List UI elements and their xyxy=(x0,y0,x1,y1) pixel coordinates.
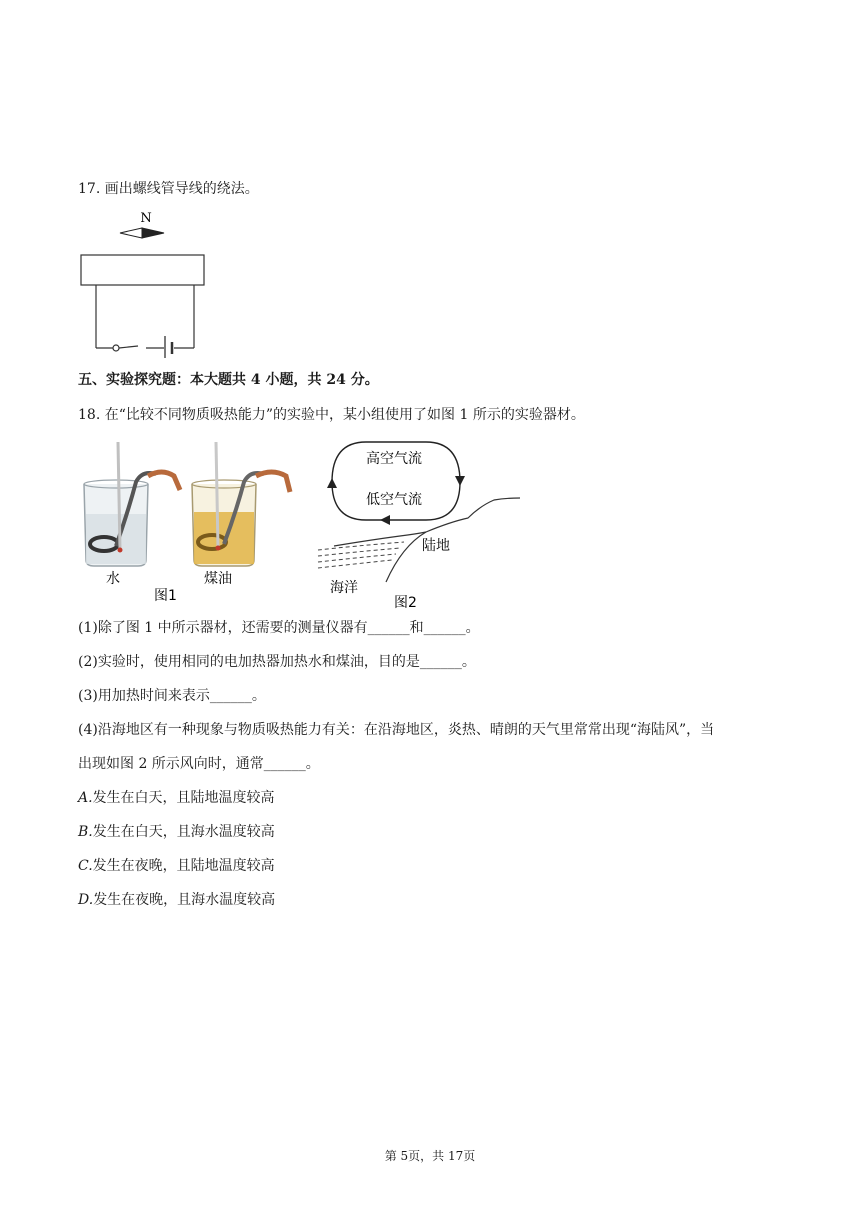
label-kerosene: 煤油 xyxy=(204,571,232,587)
option-text: 发生在夜晚，且陆地温度较高 xyxy=(92,858,275,874)
arrow-icon xyxy=(380,515,390,525)
fig2-caption: 图2 xyxy=(394,595,417,611)
option-text: 发生在夜晚，且海水温度较高 xyxy=(93,892,276,908)
coast-outline xyxy=(334,532,426,546)
option-letter: A. xyxy=(78,790,93,806)
figure-2-sea-breeze xyxy=(314,436,526,612)
option-a xyxy=(78,788,275,808)
option-c xyxy=(78,856,275,876)
label-ocean: 海洋 xyxy=(330,580,358,596)
label-low-air: 低空气流 xyxy=(366,492,422,508)
water-beaker xyxy=(84,442,180,566)
compass-needle-icon xyxy=(120,228,164,238)
q18-sub1: (1)除了图 1 中所示器材，还需要的测量仪器有______和______。 xyxy=(78,620,480,636)
arrow-icon xyxy=(327,478,337,488)
section-heading: 五、实验探究题：本大题共 4 小题，共 24 分。 xyxy=(78,372,379,388)
q18-sub4-line1: (4)沿海地区有一种现象与物质吸热能力有关：在沿海地区，炎热、晴朗的天气里常常出现“海陆风”，当 xyxy=(78,722,715,738)
switch-icon xyxy=(113,345,119,351)
figure-1-beakers xyxy=(76,442,306,607)
pole-label: N xyxy=(140,211,152,226)
page-footer: 第 5页，共 17页 xyxy=(384,1149,476,1163)
sea-waves xyxy=(318,542,404,568)
q18-sub3: (3)用加热时间来表示______。 xyxy=(78,688,266,704)
option-letter: D. xyxy=(78,892,94,908)
solenoid-body xyxy=(81,255,204,285)
kerosene-beaker xyxy=(192,442,290,566)
option-d xyxy=(78,890,275,910)
label-high-air: 高空气流 xyxy=(366,451,422,467)
label-land: 陆地 xyxy=(422,538,450,554)
q18-intro: 18. 在“比较不同物质吸热能力”的实验中，某小组使用了如图 1 所示的实验器材。 xyxy=(78,407,585,423)
solenoid-figure xyxy=(76,208,216,358)
label-water: 水 xyxy=(106,571,120,587)
fig1-caption: 图1 xyxy=(154,588,177,604)
option-text: 发生在白天，且陆地温度较高 xyxy=(92,790,275,806)
option-b xyxy=(78,822,275,842)
land-outline xyxy=(386,498,520,582)
option-text: 发生在白天，且海水温度较高 xyxy=(92,824,275,840)
circuit-wire xyxy=(96,285,194,348)
option-letter: C. xyxy=(78,858,93,874)
q18-sub2: (2)实验时，使用相同的电加热器加热水和煤油，目的是______。 xyxy=(78,654,476,670)
q18-sub4-line2: 出现如图 2 所示风向时，通常______。 xyxy=(78,756,320,772)
battery-icon xyxy=(165,336,172,358)
q17-text: 17. 画出螺线管导线的绕法。 xyxy=(78,181,259,197)
arrow-icon xyxy=(455,476,465,486)
option-letter: B. xyxy=(78,824,93,840)
